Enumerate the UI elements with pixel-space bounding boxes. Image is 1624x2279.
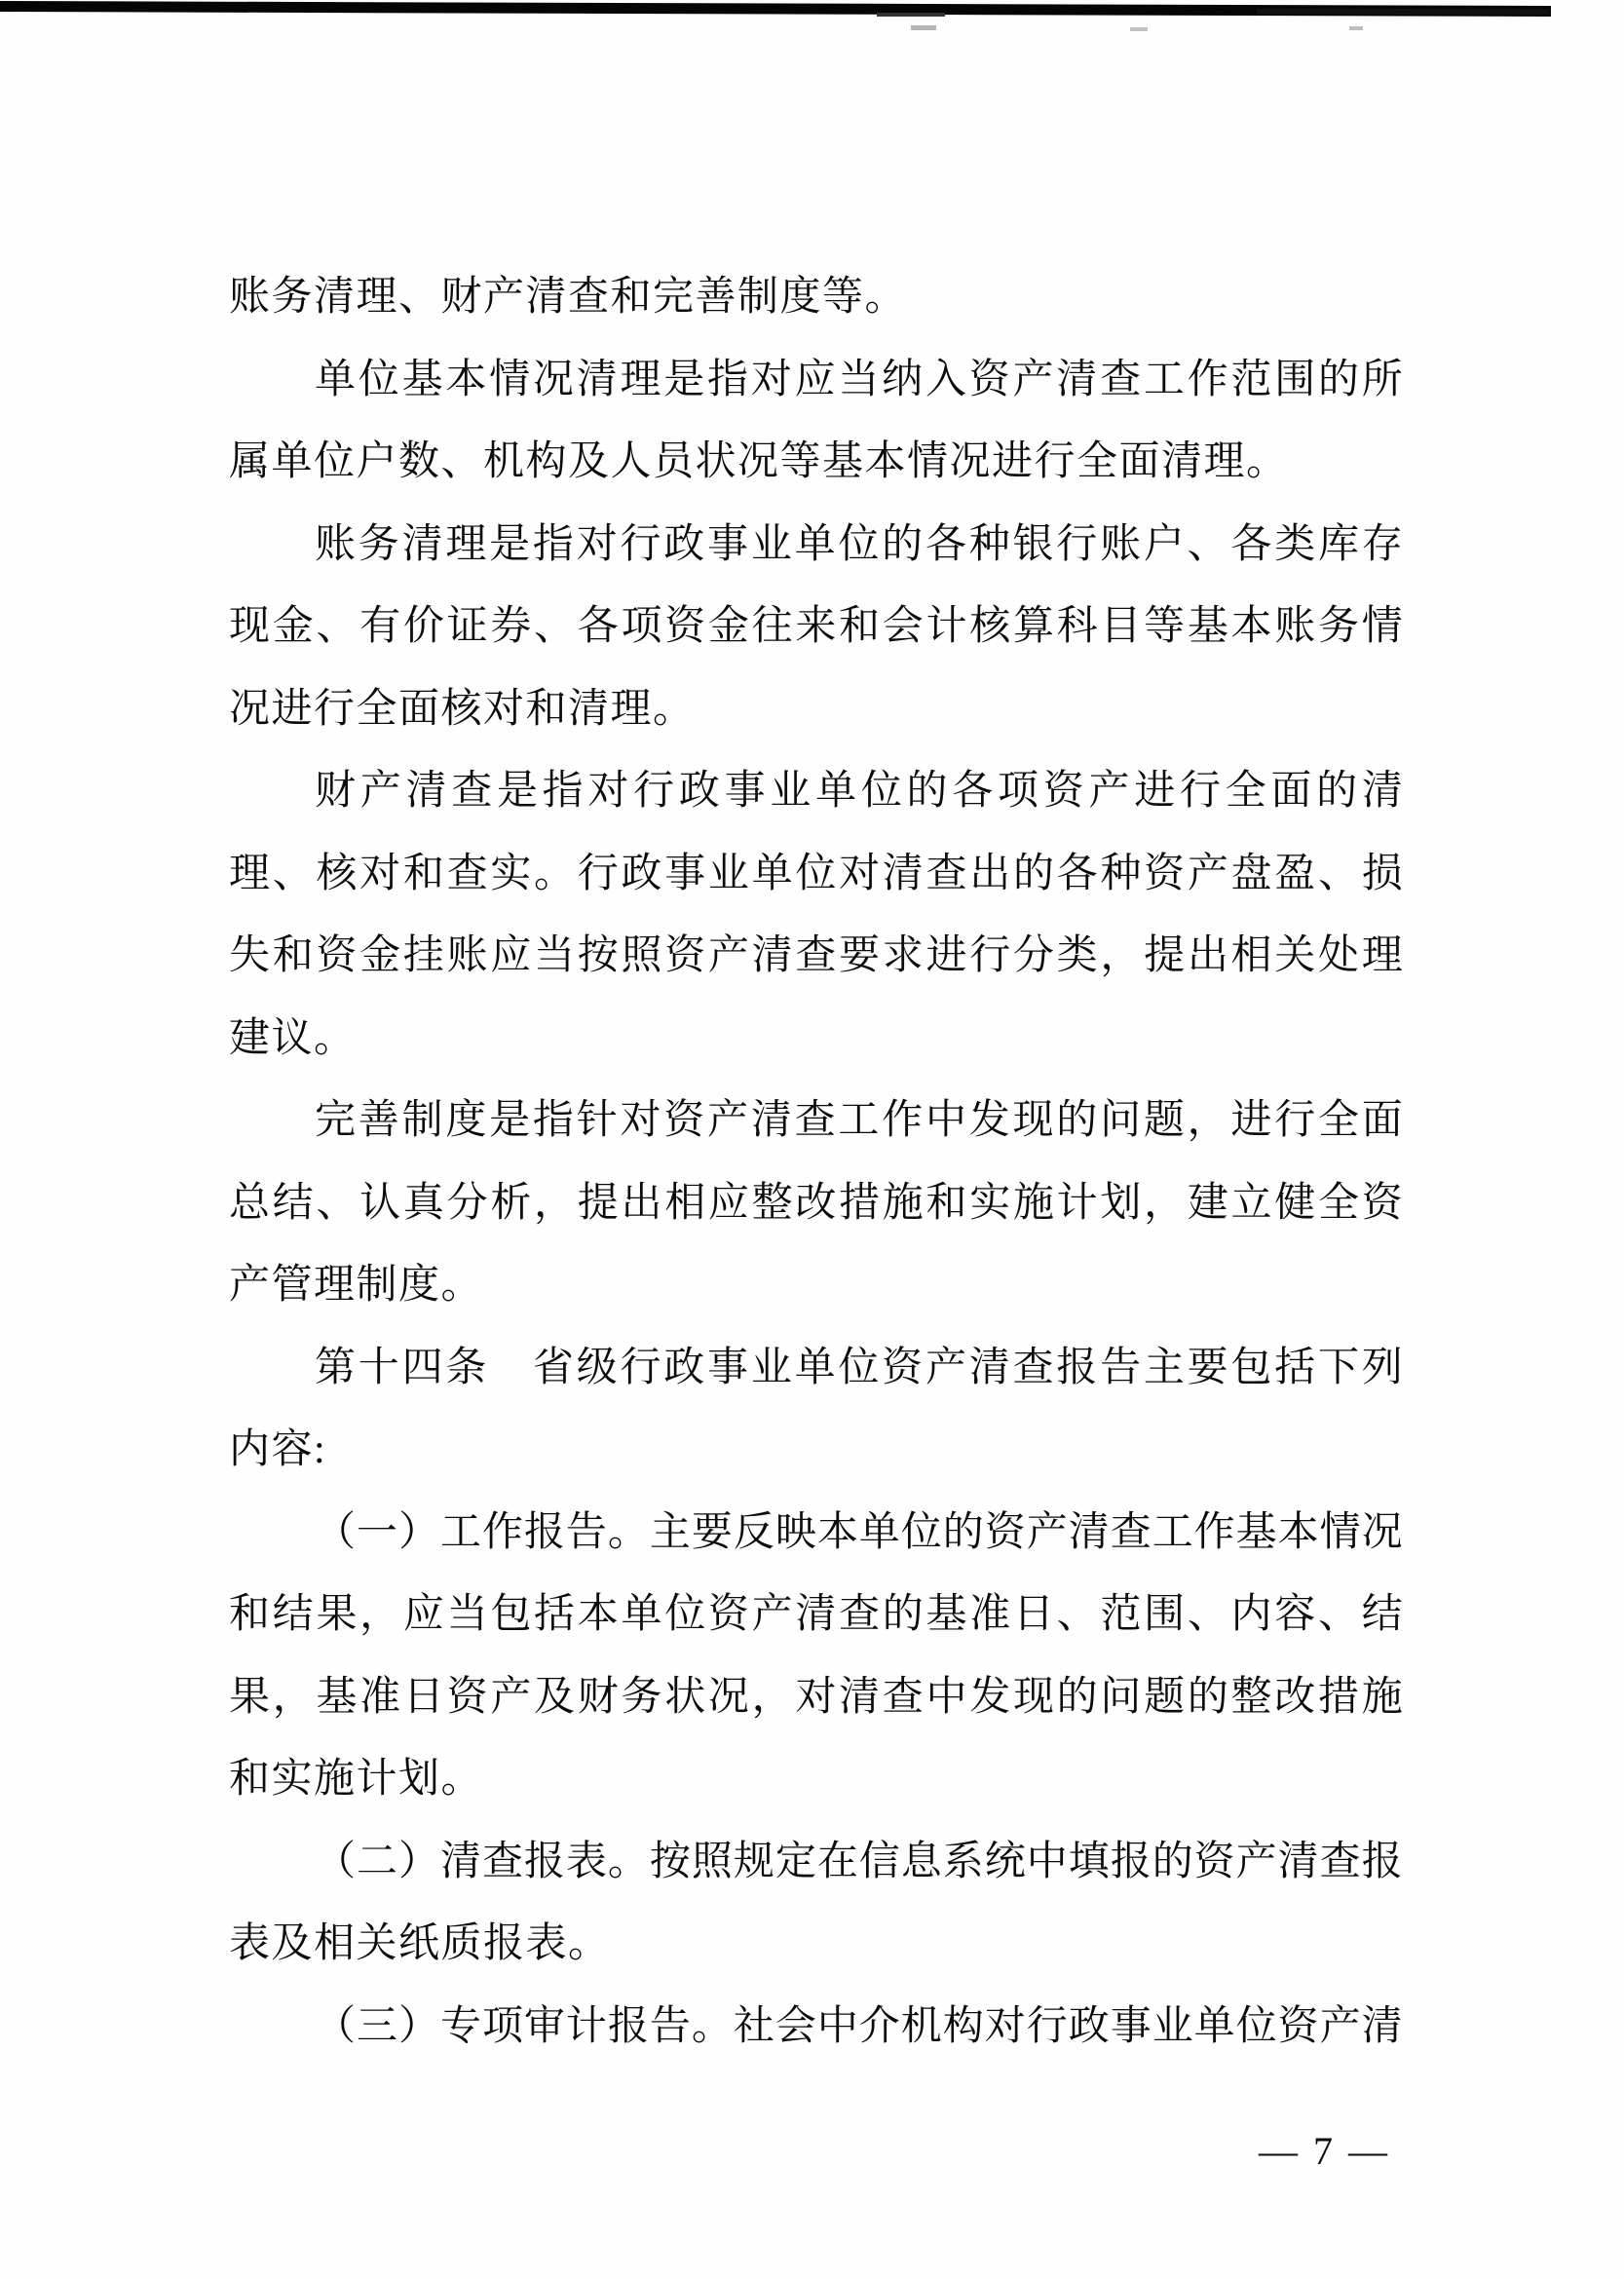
text-line: 建议。 bbox=[229, 1015, 357, 1061]
text-line: 第 十 四 条 省 级 行 政 事 业 单 位 资 产 清 查 报 告 主 要 包 括 下 列 bbox=[315, 1345, 1403, 1390]
text-line: 总 结 、 认 真 分 析 ， 提 出 相 应 整 改 措 施 和 实 施 计 划 ， 建 立 健 全 资 bbox=[229, 1180, 1403, 1226]
text-line: 内容: bbox=[229, 1427, 327, 1472]
text-line: （ 三 ） 专 项 审 计 报 告 。 社 会 中 介 机 构 对 行 政 事 业 单 位 资 产 清 bbox=[315, 2003, 1403, 2049]
text-line: 果 ， 基 准 日 资 产 及 财 务 状 况 ， 对 清 查 中 发 现 的 问 题 的 整 改 措 施 bbox=[229, 1674, 1403, 1720]
text-line: （ 二 ） 清 查 报 表 。 按 照 规 定 在 信 息 系 统 中 填 报 的 资 产 清 查 报 bbox=[315, 1839, 1403, 1884]
scan-noise-speck bbox=[911, 25, 936, 30]
text-line: 完 善 制 度 是 指 针 对 资 产 清 查 工 作 中 发 现 的 问 题 ， 进 行 全 面 bbox=[315, 1098, 1403, 1143]
scan-artifact-fragment bbox=[1257, 8, 1549, 15]
text-line: 理 、 核 对 和 查 实 。 行 政 事 业 单 位 对 清 查 出 的 各 种 资 产 盘 盈 、 损 bbox=[229, 851, 1403, 896]
text-line: 单 位 基 本 情 况 清 理 是 指 对 应 当 纳 入 资 产 清 查 工 作 范 围 的 所 bbox=[315, 357, 1403, 402]
text-line: 和 结 果 ， 应 当 包 括 本 单 位 资 产 清 查 的 基 准 日 、 范 围 、 内 容 、 结 bbox=[229, 1592, 1403, 1637]
text-line: 失 和 资 金 挂 账 应 当 按 照 资 产 清 查 要 求 进 行 分 类 ， 提 出 相 关 处 理 bbox=[229, 933, 1403, 978]
text-line: 现 金 、 有 价 证 券 、 各 项 资 金 往 来 和 会 计 核 算 科 目 等 基 本 账 务 情 bbox=[229, 604, 1403, 649]
page-number: — 7 — bbox=[1259, 2129, 1390, 2173]
text-line: （ 一 ） 工 作 报 告 。 主 要 反 映 本 单 位 的 资 产 清 查 工 作 基 本 情 况 bbox=[315, 1509, 1403, 1555]
scan-noise-speck bbox=[1130, 27, 1148, 31]
text-line: 表及相关纸质报表。 bbox=[229, 1921, 611, 1966]
text-line: 况进行全面核对和清理。 bbox=[229, 686, 696, 732]
text-line: 账 务 清 理 是 指 对 行 政 事 业 单 位 的 各 种 银 行 账 户 、 各 类 库 存 bbox=[315, 521, 1403, 567]
text-line: 账务清理、财产清查和完善制度等。 bbox=[229, 275, 908, 320]
scan-artifact-fragment bbox=[877, 13, 945, 17]
text-line: 产管理制度。 bbox=[229, 1263, 484, 1308]
scan-noise-speck bbox=[1349, 26, 1363, 30]
text-block bbox=[229, 256, 1403, 2068]
text-line: 和实施计划。 bbox=[229, 1757, 484, 1802]
text-line: 属单位户数、机构及人员状况等基本情况进行全面清理。 bbox=[229, 439, 1289, 484]
text-line: 财 产 清 查 是 指 对 行 政 事 业 单 位 的 各 项 资 产 进 行 全 面 的 清 bbox=[315, 769, 1403, 814]
